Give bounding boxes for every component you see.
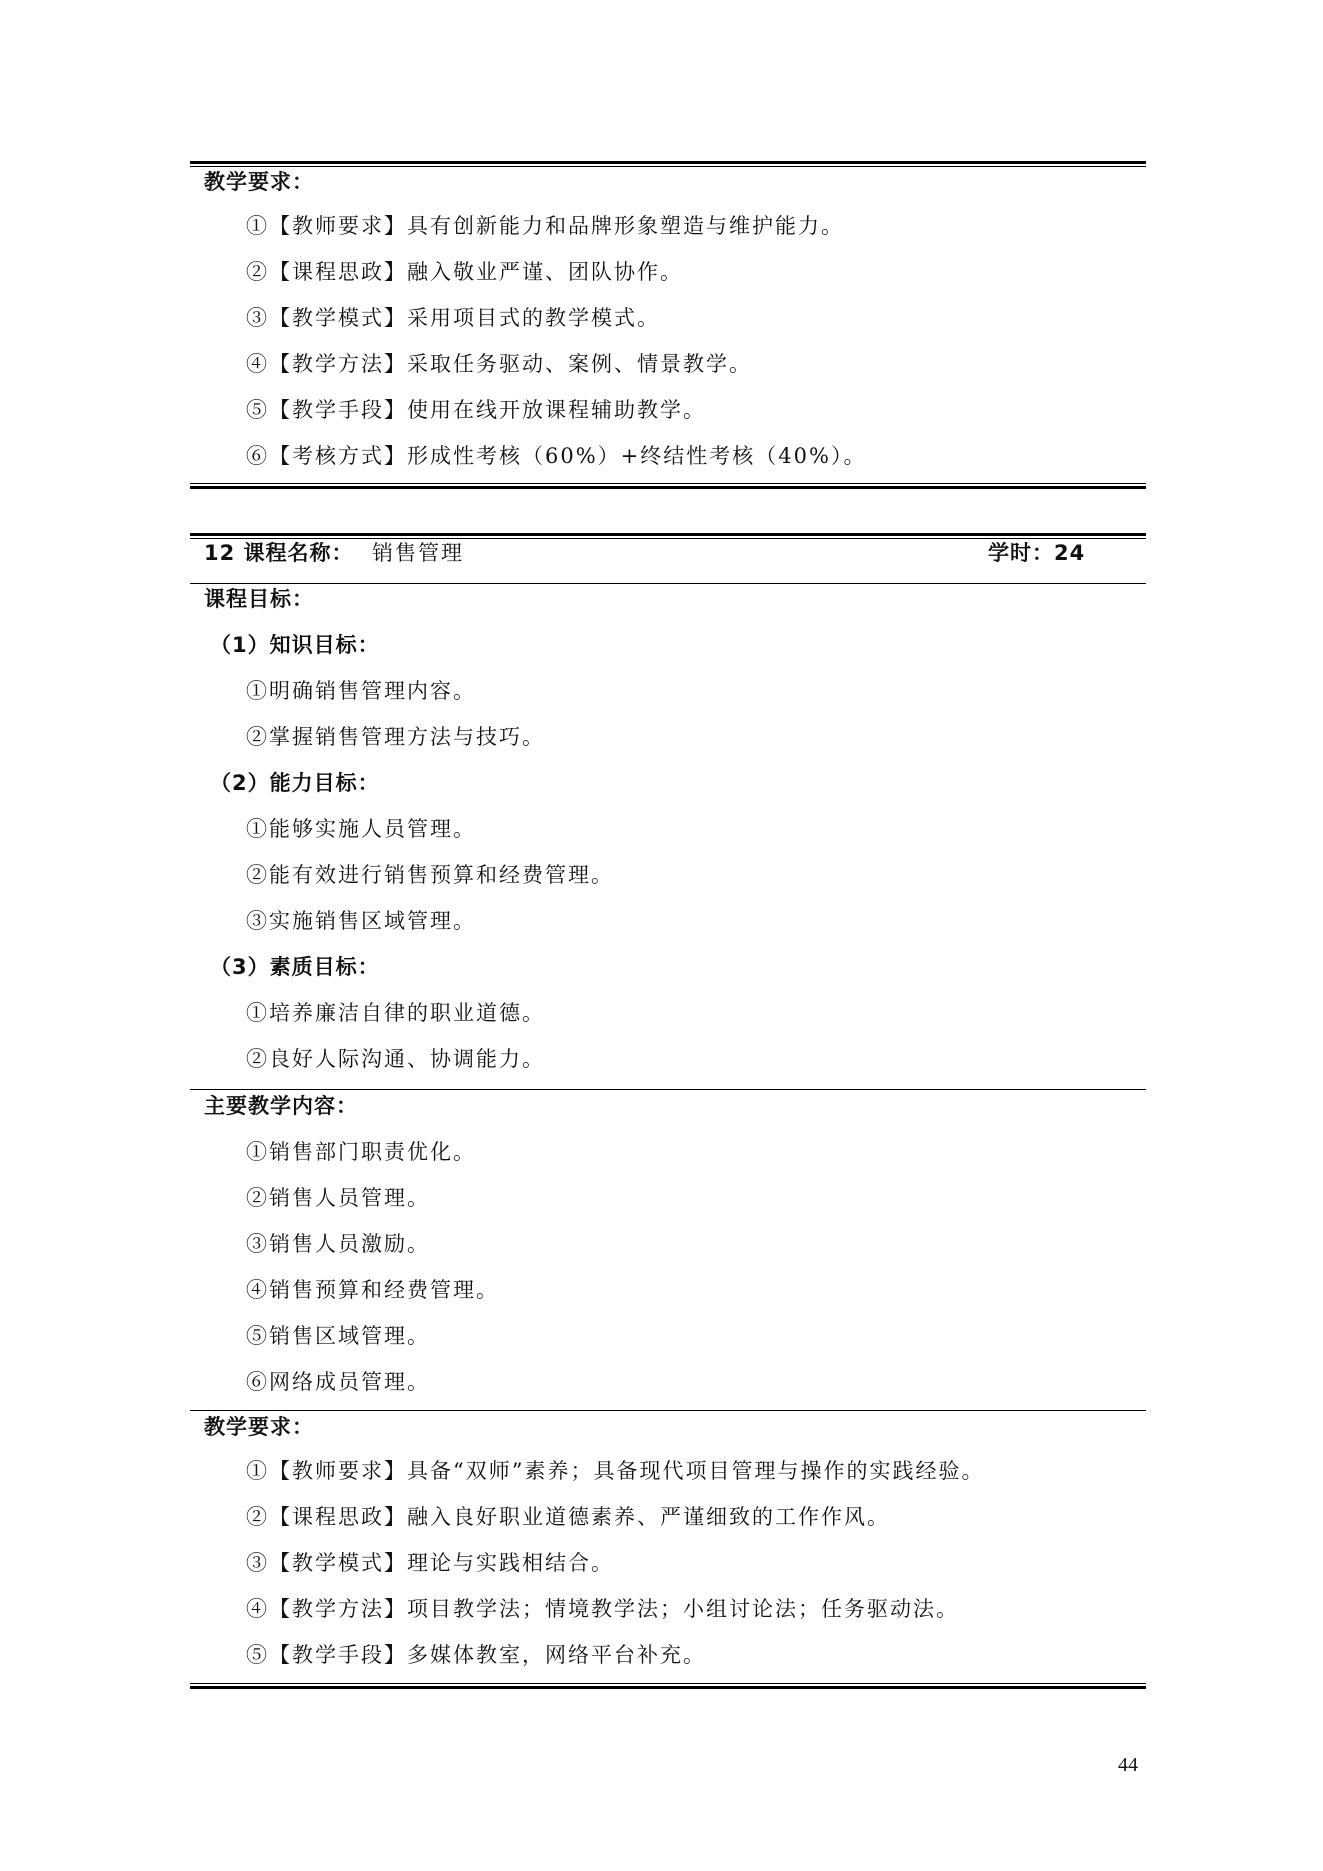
table-top-rule [190, 161, 1146, 167]
list-item: ④【教学方法】采取任务驱动、案例、情景教学。 [246, 352, 752, 376]
list-item: ①明确销售管理内容。 [246, 679, 476, 703]
list-item: ②【课程思政】融入敬业严谨、团队协作。 [246, 260, 683, 284]
divider [190, 1089, 1146, 1090]
page-number: 44 [1118, 1754, 1138, 1776]
course-goals [190, 585, 1146, 1075]
list-item: ④销售预算和经费管理。 [246, 1278, 499, 1302]
list-item: ①【教师要求】具备“双师”素养；具备现代项目管理与操作的实践经验。 [246, 1459, 985, 1483]
list-item: ②掌握销售管理方法与技巧。 [246, 725, 545, 749]
list-item: ②销售人员管理。 [246, 1186, 430, 1210]
content-title: 主要教学内容： [204, 1094, 358, 1118]
list-item: ③实施销售区域管理。 [246, 909, 476, 933]
list-item: ①能够实施人员管理。 [246, 817, 476, 841]
ability-title: （2）能力目标： [210, 771, 380, 795]
course-requirements [190, 1413, 1146, 1683]
knowledge-title: （1）知识目标： [210, 633, 380, 657]
list-item: ⑤销售区域管理。 [246, 1324, 430, 1348]
course-hours: 学时：24 [988, 541, 1086, 565]
req-title: 教学要求： [204, 1415, 314, 1439]
table-bottom-rule [190, 1683, 1146, 1689]
course-content [190, 1092, 1146, 1402]
list-item: ④【教学方法】项目教学法；情境教学法；小组讨论法；任务驱动法。 [246, 1597, 959, 1621]
list-item: ①销售部门职责优化。 [246, 1140, 476, 1164]
list-item: ②良好人际沟通、协调能力。 [246, 1047, 545, 1071]
list-item: ③【教学模式】理论与实践相结合。 [246, 1551, 614, 1575]
course-header [190, 539, 1146, 579]
divider [190, 583, 1146, 584]
divider [190, 1410, 1146, 1411]
goals-title: 课程目标： [204, 587, 314, 611]
list-item: ⑤【教学手段】使用在线开放课程辅助教学。 [246, 398, 706, 422]
table-bottom-rule [190, 483, 1146, 489]
list-item: ⑤【教学手段】多媒体教室，网络平台补充。 [246, 1643, 706, 1667]
course-name: 销售管理 [372, 541, 464, 565]
quality-title: （3）素质目标： [210, 955, 380, 979]
list-item: ⑥网络成员管理。 [246, 1370, 430, 1394]
list-item: ③销售人员激励。 [246, 1232, 430, 1256]
course-label: 12 课程名称： [204, 541, 354, 565]
list-item: ①培养廉洁自律的职业道德。 [246, 1001, 545, 1025]
list-item: ②【课程思政】融入良好职业道德素养、严谨细致的工作作风。 [246, 1505, 890, 1529]
list-item: ②能有效进行销售预算和经费管理。 [246, 863, 614, 887]
section-a [190, 168, 1146, 488]
req-title: 教学要求： [204, 170, 314, 194]
list-item: ③【教学模式】采用项目式的教学模式。 [246, 306, 660, 330]
list-item: ⑥【考核方式】形成性考核（60%）+终结性考核（40%）。 [246, 444, 867, 468]
list-item: ①【教师要求】具有创新能力和品牌形象塑造与维护能力。 [246, 214, 844, 238]
